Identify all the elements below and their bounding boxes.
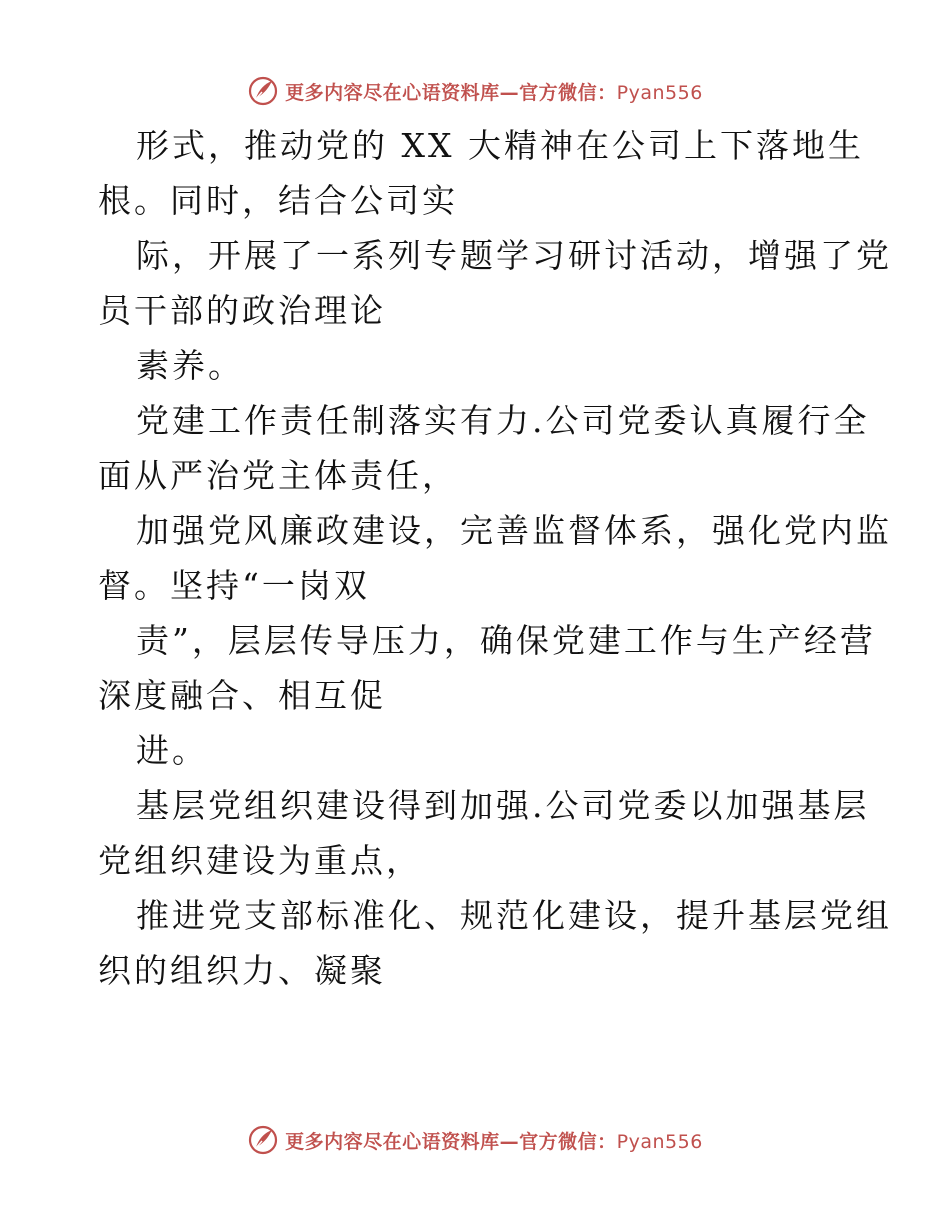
- text-line: 推进党支部标准化、规范化建设，提升基层党组: [136, 896, 892, 935]
- text-line: 形式，推动党的 XX 大精神在公司上下落地生: [136, 126, 864, 165]
- watermark-wechat-id: Pyan556: [616, 1130, 703, 1153]
- text-line: 面从严治党主体责任，: [98, 456, 458, 495]
- text-line: 基层党组织建设得到加强.公司党委以加强基层: [136, 786, 870, 825]
- text-line: 根。同时，结合公司实: [98, 181, 458, 220]
- document-body: [98, 118, 892, 998]
- text-line: 加强党风廉政建设，完善监督体系，强化党内监: [136, 511, 892, 550]
- text-line: 员干部的政治理论: [98, 291, 386, 330]
- text-line: 际，开展了一系列专题学习研讨活动，增强了党: [136, 236, 892, 275]
- feather-logo-icon: [247, 1124, 279, 1156]
- text-line: 党建工作责任制落实有力.公司党委认真履行全: [136, 401, 870, 440]
- watermark-text: 更多内容尽在心语资料库—官方微信：Pyan556: [285, 1130, 703, 1153]
- text-line: 深度融合、相互促: [98, 676, 386, 715]
- text-line: 党组织建设为重点，: [98, 841, 422, 880]
- text-line: 责”，层层传导压力，确保党建工作与生产经营: [136, 621, 876, 660]
- text-line: 进。: [136, 731, 208, 770]
- header-watermark: [0, 71, 950, 111]
- feather-logo-icon: [247, 75, 279, 107]
- text-line: 督。坚持“一岗双: [98, 566, 370, 605]
- footer-watermark: [0, 1120, 950, 1160]
- text-line: 素养。: [136, 346, 244, 385]
- watermark-text: 更多内容尽在心语资料库—官方微信：Pyan556: [285, 81, 703, 104]
- watermark-wechat-id: Pyan556: [616, 81, 703, 104]
- text-line: 织的组织力、凝聚: [98, 951, 386, 990]
